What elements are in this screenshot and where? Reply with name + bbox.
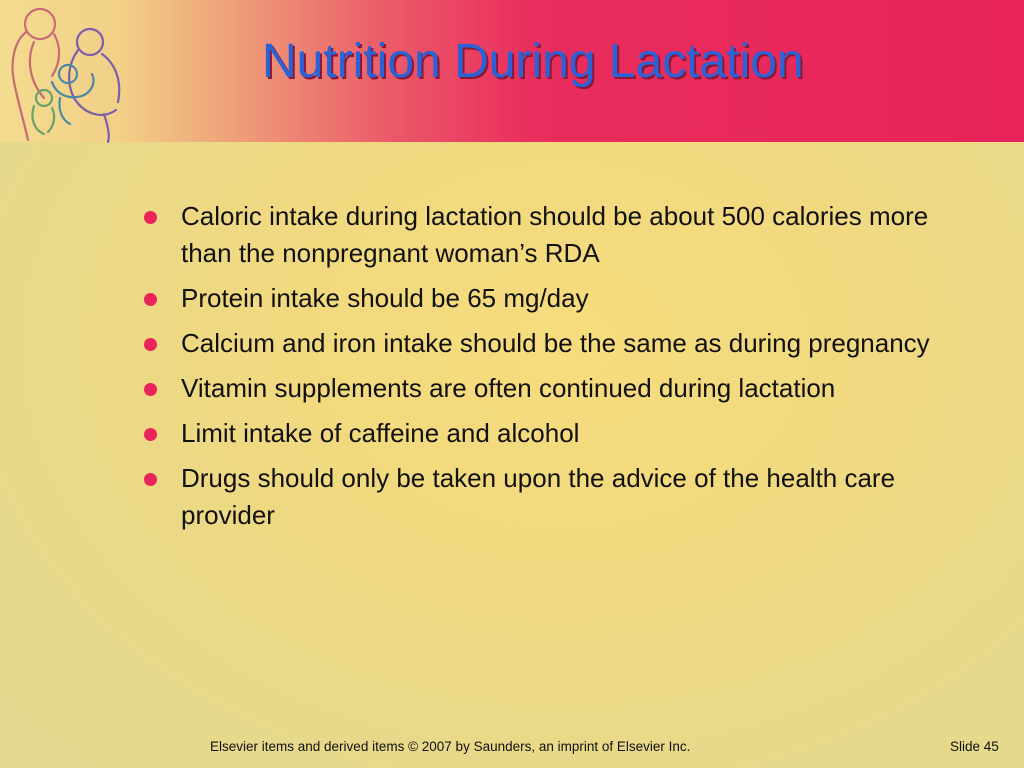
bullet-text: Caloric intake during lactation should be about 500 calories more than the nonpregnant woman’s RDA: [181, 201, 929, 268]
slide-number: Slide 45: [950, 739, 999, 754]
list-item: [144, 280, 984, 317]
bullet-text: Calcium and iron intake should be the same as during pregnancy: [181, 328, 930, 358]
bullet-dot-icon: [144, 383, 157, 396]
bullet-dot-icon: [144, 428, 157, 441]
bullet-dot-icon: [144, 338, 157, 351]
family-illustration-icon: [4, 2, 132, 144]
bullet-text: Vitamin supplements are often continued during lactation: [181, 373, 836, 403]
list-item: [144, 325, 984, 362]
slide-title: Nutrition During Lactation: [262, 35, 804, 88]
bullet-list: [144, 198, 984, 542]
list-item: [144, 415, 984, 452]
bullet-dot-icon: [144, 293, 157, 306]
bullet-text: Protein intake should be 65 mg/day: [181, 283, 589, 313]
bullet-dot-icon: [144, 473, 157, 486]
bullet-text: Limit intake of caffeine and alcohol: [181, 418, 580, 448]
list-item: [144, 460, 984, 534]
bullet-dot-icon: [144, 211, 157, 224]
list-item: [144, 370, 984, 407]
bullet-text: Drugs should only be taken upon the advice of the health care provider: [181, 463, 896, 530]
list-item: [144, 198, 984, 272]
copyright-footer: Elsevier items and derived items © 2007 by Saunders, an imprint of Elsevier Inc.: [210, 739, 691, 754]
